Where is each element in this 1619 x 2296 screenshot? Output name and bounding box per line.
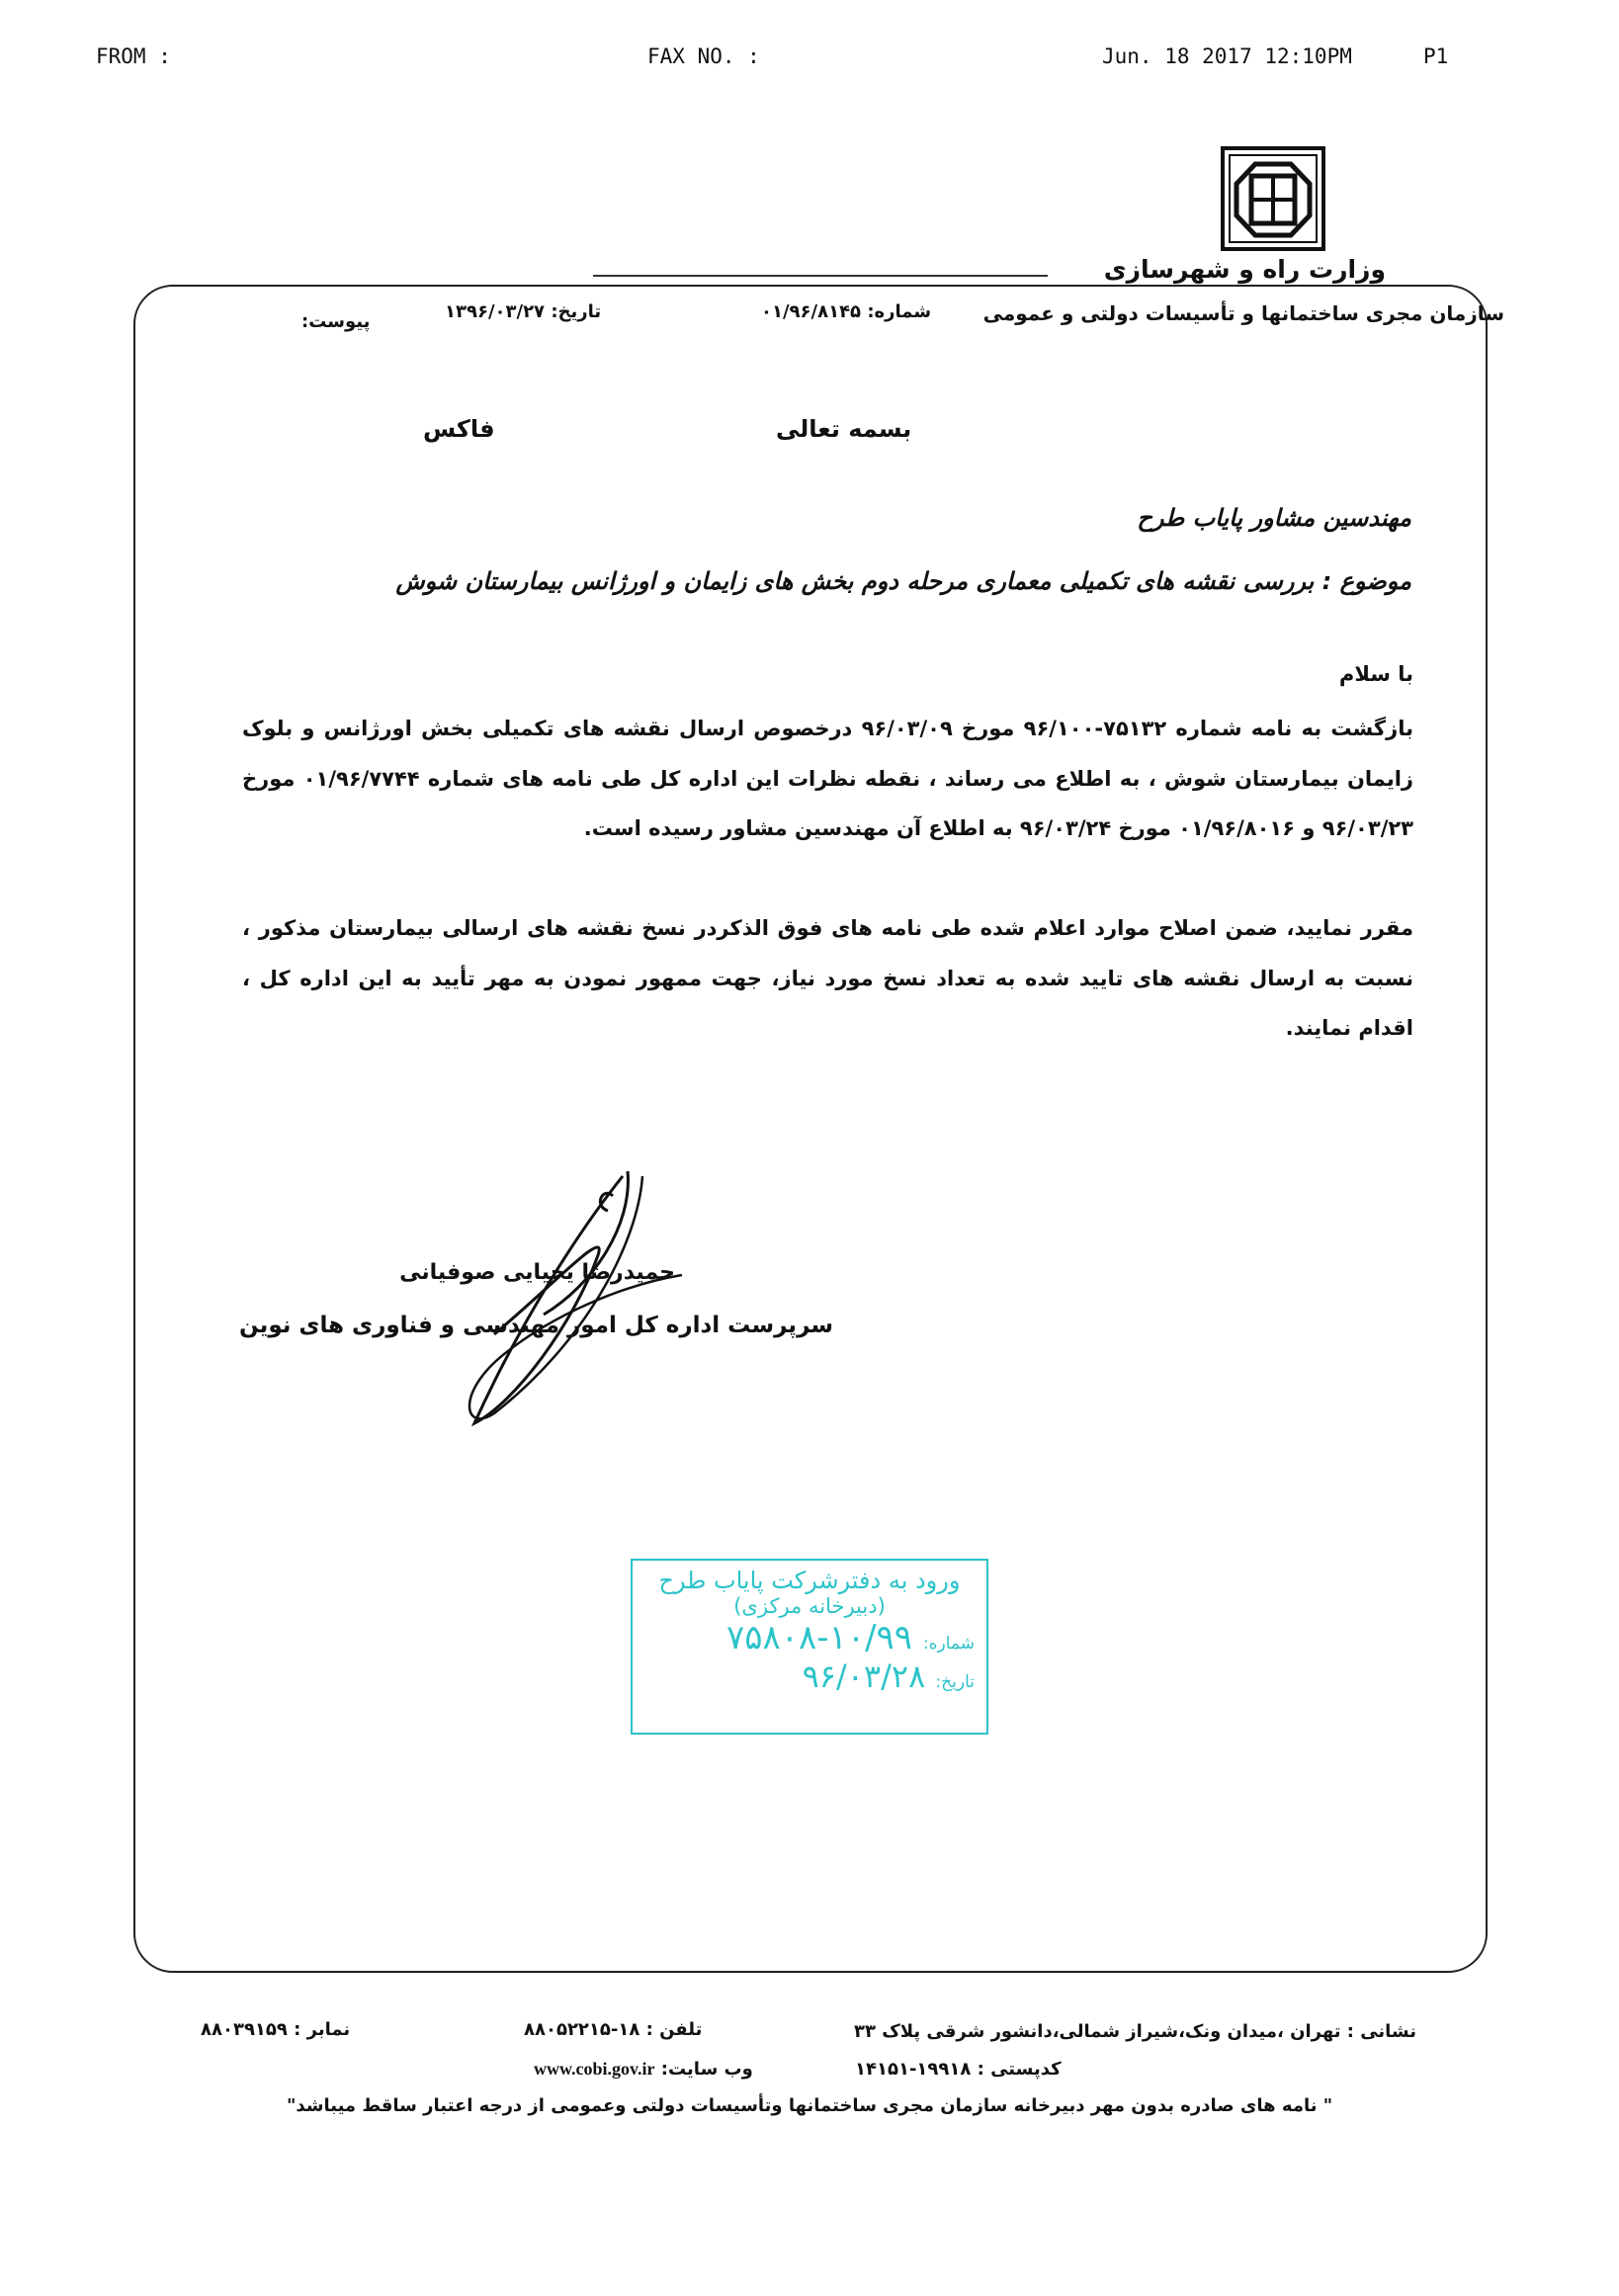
ministry-name: وزارت راه و شهرسازی [1103,255,1386,284]
signatory-title: سرپرست اداره کل امور مهندسی و فناوری های نوین [238,1313,833,1338]
fax-page: P1 [1423,44,1449,68]
recipient: مهندسین مشاور پایاب طرح [1137,504,1411,532]
signatory-name: حمیدرضا یحیایی صوفیانی [399,1260,675,1285]
website-link[interactable]: www.cobi.gov.ir [534,2059,655,2079]
organization-name: سازمان مجری ساختمانها و تأسیسات دولتی و عمومی [982,301,1504,325]
stamp-number-label: شماره: [922,1634,975,1654]
number-label: شماره: [867,301,932,322]
footer-fax: نمابر : ۸۸۰۳۹۱۵۹ [201,2019,351,2040]
stamp-date-label: تاریخ: [935,1672,975,1692]
greeting: با سلام [1338,662,1413,686]
footer-address: نشانی : تهران ،میدان ونک،شیراز شمالی،دانشور شرقی پلاک ۳۳ [854,2021,1416,2042]
paragraph-1: بازگشت به نامه شماره ۷۵۱۳۲-۹۶/۱۰۰ مورخ ۹۶/۰۳/۰۹ درخصوص ارسال نقشه های تکمیلی بخش اورژانس و بلوک زایمان بیمارستان شوش ، به اطلاع می رساند ، نقطه نظرات این اداره کل طی نامه های شماره ۰۱/۹۶/۷۷۴۴ مورخ ۹۶/۰۳/۲۳ و ۰۱/۹۶/۸۰۱۶ مورخ ۹۶/۰۳/۲۴ به اطلاع آن مهندسین مشاور رسیده است. [242,717,1413,840]
attachment-label: پیوست: [301,311,371,332]
ministry-logo [1221,146,1325,251]
footer-notice: " نامه های صادره بدون مهر دبیرخانه سازمان مجری ساختمانها وتأسیسات دولتی وعمومی از درجه اعتبار ساقط میباشد" [287,2095,1333,2116]
receipt-stamp [631,1559,988,1735]
website-label: وب سایت: [660,2059,753,2080]
stamp-line2: (دبیرخانه مرکزی) [733,1594,886,1618]
date-label: تاریخ: [551,301,602,322]
basmala: بسمه تعالی [776,415,912,443]
footer-postal: کدپستی : ۱۹۹۱۸-۱۴۱۵۱ [855,2059,1062,2080]
letter-date [445,301,601,322]
fax-datetime: Jun. 18 2017 12:10PM [1102,44,1352,68]
footer-phone: تلفن : ۱۸-۸۸۰۵۲۲۱۵ [524,2019,703,2040]
fax-number-label: FAX NO. : [647,44,760,68]
paragraph-2: مقرر نمایید، ضمن اصلاح موارد اعلام شده طی نامه های فوق الذکردر نسخ نقشه های ارسالی بیمارستان مذکور ، نسبت به ارسال نقشه های تایید شده به تعداد نسخ مورد نیاز، جهت ممهور نمودن به مهر تأیید به این اداره کل ، اقدام نمایند. [242,916,1413,1040]
header-divider [593,275,1048,277]
footer-website [534,2059,753,2080]
date-value: ۱۳۹۶/۰۳/۲۷ [445,301,546,322]
handwritten-signature [435,1166,702,1433]
stamp-line1: ورود به دفترشرکت پایاب طرح [658,1567,961,1594]
letter-number [761,301,931,322]
fax-from-label: FROM : [96,44,171,68]
subject: موضوع : بررسی نقشه های تکمیلی معماری مرحله دوم بخش های زایمان و اورژانس بیمارستان شوش [395,567,1411,595]
stamp-date: ۹۶/۰۳/۲۸ [802,1658,926,1695]
stamp-number: ۱۰/۹۹-۷۵۸۰۸ [725,1618,913,1658]
number-value: ۰۱/۹۶/۸۱۴۵ [761,301,862,322]
letter-type: فاکس [423,415,495,443]
